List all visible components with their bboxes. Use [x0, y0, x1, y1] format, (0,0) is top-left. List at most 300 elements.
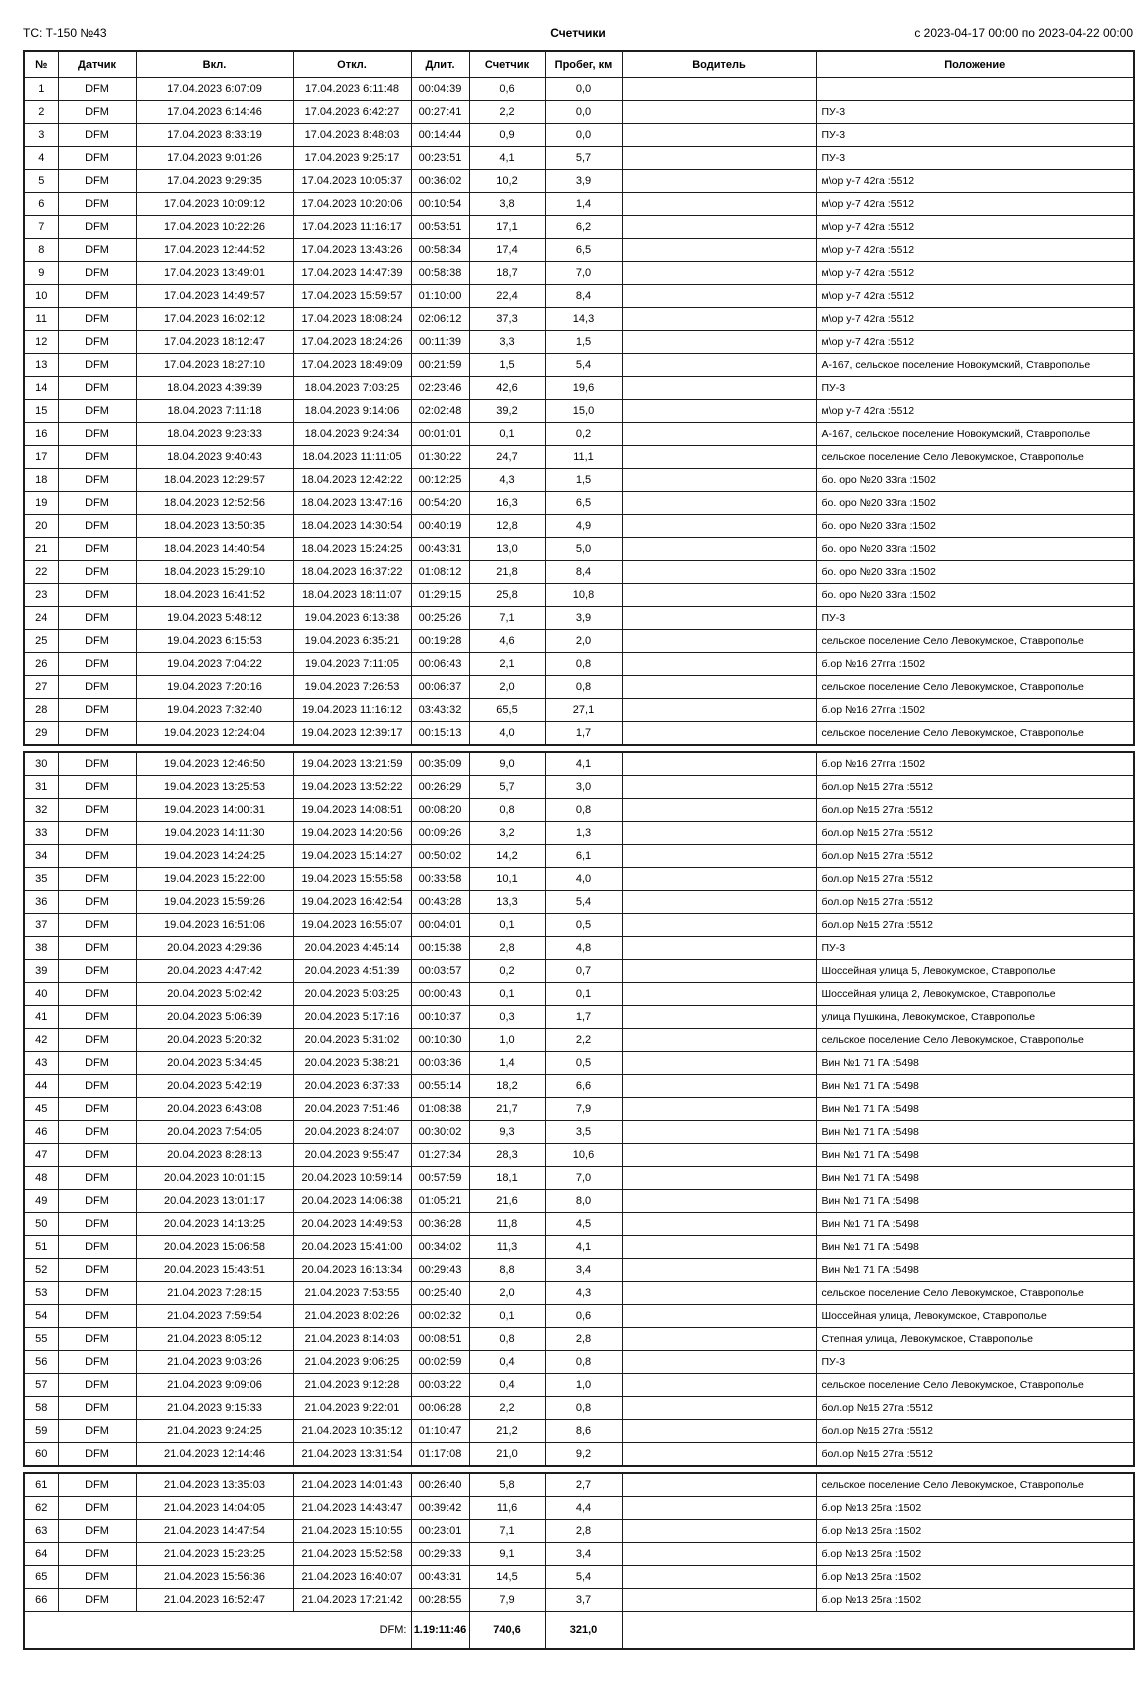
cell-mileage: 0,0	[545, 78, 622, 101]
cell-mileage: 7,0	[545, 262, 622, 285]
cell-duration: 00:43:31	[411, 1566, 469, 1589]
cell-duration: 00:29:43	[411, 1259, 469, 1282]
cell-position: бо. оро №20 33га :1502	[816, 469, 1134, 492]
cell-row-number: 43	[24, 1052, 58, 1075]
cell-counter: 9,3	[469, 1121, 545, 1144]
cell-on-time: 21.04.2023 9:09:06	[136, 1374, 293, 1397]
cell-driver	[622, 776, 816, 799]
cell-mileage: 0,8	[545, 676, 622, 699]
cell-counter: 4,6	[469, 630, 545, 653]
cell-duration: 01:27:34	[411, 1144, 469, 1167]
cell-sensor: DFM	[58, 538, 136, 561]
cell-off-time: 18.04.2023 15:24:25	[293, 538, 411, 561]
table-row	[24, 776, 1134, 799]
cell-mileage: 8,4	[545, 561, 622, 584]
cell-mileage: 0,5	[545, 914, 622, 937]
cell-row-number: 14	[24, 377, 58, 400]
cell-row-number: 26	[24, 653, 58, 676]
cell-mileage: 1,5	[545, 469, 622, 492]
cell-row-number: 53	[24, 1282, 58, 1305]
cell-row-number: 15	[24, 400, 58, 423]
cell-row-number: 52	[24, 1259, 58, 1282]
cell-driver	[622, 285, 816, 308]
cell-on-time: 18.04.2023 9:40:43	[136, 446, 293, 469]
cell-mileage: 15,0	[545, 400, 622, 423]
cell-sensor: DFM	[58, 1075, 136, 1098]
cell-duration: 00:04:39	[411, 78, 469, 101]
cell-on-time: 21.04.2023 15:56:36	[136, 1566, 293, 1589]
cell-position: бол.ор №15 27га :5512	[816, 868, 1134, 891]
cell-driver	[622, 515, 816, 538]
cell-mileage: 8,6	[545, 1420, 622, 1443]
cell-driver	[622, 1543, 816, 1566]
table-row	[24, 1589, 1134, 1612]
cell-duration: 00:50:02	[411, 845, 469, 868]
cell-mileage: 0,5	[545, 1052, 622, 1075]
cell-sensor: DFM	[58, 1167, 136, 1190]
cell-on-time: 20.04.2023 4:47:42	[136, 960, 293, 983]
cell-off-time: 17.04.2023 10:05:37	[293, 170, 411, 193]
cell-row-number: 12	[24, 331, 58, 354]
table-row	[24, 331, 1134, 354]
cell-on-time: 20.04.2023 10:01:15	[136, 1167, 293, 1190]
cell-off-time: 18.04.2023 9:14:06	[293, 400, 411, 423]
cell-counter: 3,3	[469, 331, 545, 354]
cell-on-time: 19.04.2023 15:59:26	[136, 891, 293, 914]
cell-off-time: 21.04.2023 9:06:25	[293, 1351, 411, 1374]
cell-off-time: 19.04.2023 6:13:38	[293, 607, 411, 630]
cell-duration: 01:10:47	[411, 1420, 469, 1443]
cell-position: м\ор у-7 42га :5512	[816, 262, 1134, 285]
cell-driver	[622, 752, 816, 776]
cell-duration: 00:08:51	[411, 1328, 469, 1351]
cell-driver	[622, 1351, 816, 1374]
cell-counter: 2,0	[469, 676, 545, 699]
cell-off-time: 20.04.2023 5:31:02	[293, 1029, 411, 1052]
table-row	[24, 607, 1134, 630]
cell-driver	[622, 914, 816, 937]
cell-sensor: DFM	[58, 584, 136, 607]
cell-duration: 00:14:44	[411, 124, 469, 147]
cell-off-time: 18.04.2023 12:42:22	[293, 469, 411, 492]
cell-off-time: 20.04.2023 5:17:16	[293, 1006, 411, 1029]
cell-sensor: DFM	[58, 1443, 136, 1467]
cell-sensor: DFM	[58, 891, 136, 914]
cell-row-number: 48	[24, 1167, 58, 1190]
cell-row-number: 34	[24, 845, 58, 868]
col-header-driver: Водитель	[622, 51, 816, 78]
cell-mileage: 0,8	[545, 1351, 622, 1374]
cell-off-time: 19.04.2023 15:14:27	[293, 845, 411, 868]
cell-row-number: 49	[24, 1190, 58, 1213]
cell-duration: 00:39:42	[411, 1497, 469, 1520]
cell-row-number: 62	[24, 1497, 58, 1520]
cell-sensor: DFM	[58, 1259, 136, 1282]
cell-row-number: 42	[24, 1029, 58, 1052]
table-row	[24, 78, 1134, 101]
cell-counter: 14,2	[469, 845, 545, 868]
cell-counter: 65,5	[469, 699, 545, 722]
cell-counter: 5,8	[469, 1473, 545, 1497]
cell-driver	[622, 1328, 816, 1351]
cell-counter: 0,6	[469, 78, 545, 101]
cell-counter: 7,1	[469, 607, 545, 630]
cell-counter: 11,3	[469, 1236, 545, 1259]
cell-on-time: 19.04.2023 7:04:22	[136, 653, 293, 676]
cell-mileage: 6,1	[545, 845, 622, 868]
cell-position: сельское поселение Село Левокумское, Ставрополье	[816, 676, 1134, 699]
cell-position: м\ор у-7 42га :5512	[816, 400, 1134, 423]
cell-counter: 2,8	[469, 937, 545, 960]
cell-off-time: 19.04.2023 12:39:17	[293, 722, 411, 746]
cell-position: б.ор №16 27гга :1502	[816, 752, 1134, 776]
cell-row-number: 38	[24, 937, 58, 960]
table-row	[24, 868, 1134, 891]
cell-off-time: 21.04.2023 15:10:55	[293, 1520, 411, 1543]
cell-sensor: DFM	[58, 101, 136, 124]
cell-on-time: 20.04.2023 7:54:05	[136, 1121, 293, 1144]
cell-mileage: 4,5	[545, 1213, 622, 1236]
cell-driver	[622, 1075, 816, 1098]
table-row	[24, 891, 1134, 914]
cell-off-time: 20.04.2023 8:24:07	[293, 1121, 411, 1144]
table-row	[24, 1497, 1134, 1520]
cell-mileage: 10,6	[545, 1144, 622, 1167]
totals-counter: 740,6	[469, 1612, 545, 1650]
cell-sensor: DFM	[58, 1520, 136, 1543]
cell-duration: 00:02:59	[411, 1351, 469, 1374]
cell-on-time: 17.04.2023 12:44:52	[136, 239, 293, 262]
table-row	[24, 446, 1134, 469]
cell-mileage: 4,0	[545, 868, 622, 891]
col-header-mileage: Пробег, км	[545, 51, 622, 78]
cell-position: Вин №1 71 ГА :5498	[816, 1098, 1134, 1121]
cell-position: бол.ор №15 27га :5512	[816, 891, 1134, 914]
cell-counter: 37,3	[469, 308, 545, 331]
cell-mileage: 3,7	[545, 1589, 622, 1612]
cell-counter: 9,1	[469, 1543, 545, 1566]
cell-mileage: 1,4	[545, 193, 622, 216]
cell-off-time: 17.04.2023 13:43:26	[293, 239, 411, 262]
cell-mileage: 2,8	[545, 1328, 622, 1351]
cell-position: м\ор у-7 42га :5512	[816, 216, 1134, 239]
cell-driver	[622, 446, 816, 469]
cell-mileage: 0,7	[545, 960, 622, 983]
cell-sensor: DFM	[58, 239, 136, 262]
cell-mileage: 4,1	[545, 1236, 622, 1259]
cell-sensor: DFM	[58, 1566, 136, 1589]
table-row	[24, 799, 1134, 822]
cell-on-time: 20.04.2023 5:42:19	[136, 1075, 293, 1098]
cell-on-time: 17.04.2023 10:22:26	[136, 216, 293, 239]
cell-sensor: DFM	[58, 1282, 136, 1305]
cell-mileage: 8,0	[545, 1190, 622, 1213]
cell-driver	[622, 377, 816, 400]
cell-row-number: 17	[24, 446, 58, 469]
cell-sensor: DFM	[58, 1213, 136, 1236]
cell-row-number: 32	[24, 799, 58, 822]
cell-row-number: 65	[24, 1566, 58, 1589]
cell-row-number: 58	[24, 1397, 58, 1420]
cell-counter: 21,0	[469, 1443, 545, 1467]
cell-driver	[622, 799, 816, 822]
cell-duration: 00:29:33	[411, 1543, 469, 1566]
cell-position: сельское поселение Село Левокумское, Ставрополье	[816, 1473, 1134, 1497]
cell-off-time: 17.04.2023 8:48:03	[293, 124, 411, 147]
cell-duration: 00:25:40	[411, 1282, 469, 1305]
cell-duration: 00:12:25	[411, 469, 469, 492]
cell-mileage: 3,5	[545, 1121, 622, 1144]
cell-mileage: 4,3	[545, 1282, 622, 1305]
cell-on-time: 17.04.2023 9:01:26	[136, 147, 293, 170]
cell-mileage: 1,7	[545, 1006, 622, 1029]
cell-row-number: 9	[24, 262, 58, 285]
cell-counter: 1,5	[469, 354, 545, 377]
cell-sensor: DFM	[58, 822, 136, 845]
cell-on-time: 21.04.2023 7:28:15	[136, 1282, 293, 1305]
cell-sensor: DFM	[58, 400, 136, 423]
cell-position: сельское поселение Село Левокумское, Ставрополье	[816, 722, 1134, 746]
cell-on-time: 18.04.2023 13:50:35	[136, 515, 293, 538]
cell-duration: 00:23:01	[411, 1520, 469, 1543]
table-row	[24, 561, 1134, 584]
cell-position: бол.ор №15 27га :5512	[816, 776, 1134, 799]
cell-counter: 28,3	[469, 1144, 545, 1167]
cell-on-time: 17.04.2023 18:27:10	[136, 354, 293, 377]
cell-duration: 00:23:51	[411, 147, 469, 170]
cell-sensor: DFM	[58, 1543, 136, 1566]
cell-row-number: 50	[24, 1213, 58, 1236]
cell-duration: 01:29:15	[411, 584, 469, 607]
cell-duration: 01:08:38	[411, 1098, 469, 1121]
col-header-on: Вкл.	[136, 51, 293, 78]
cell-position: ПУ-3	[816, 377, 1134, 400]
cell-sensor: DFM	[58, 423, 136, 446]
cell-driver	[622, 216, 816, 239]
cell-duration: 01:10:00	[411, 285, 469, 308]
cell-sensor: DFM	[58, 868, 136, 891]
cell-duration: 00:55:14	[411, 1075, 469, 1098]
cell-row-number: 44	[24, 1075, 58, 1098]
cell-row-number: 2	[24, 101, 58, 124]
cell-sensor: DFM	[58, 699, 136, 722]
table-row	[24, 1144, 1134, 1167]
cell-duration: 00:36:28	[411, 1213, 469, 1236]
col-header-sensor: Датчик	[58, 51, 136, 78]
cell-position: б.ор №16 27гга :1502	[816, 699, 1134, 722]
cell-driver	[622, 124, 816, 147]
cell-mileage: 0,1	[545, 983, 622, 1006]
table-row	[24, 101, 1134, 124]
cell-duration: 03:43:32	[411, 699, 469, 722]
cell-sensor: DFM	[58, 1052, 136, 1075]
cell-driver	[622, 78, 816, 101]
cell-row-number: 25	[24, 630, 58, 653]
cell-off-time: 21.04.2023 7:53:55	[293, 1282, 411, 1305]
table-row	[24, 1443, 1134, 1467]
cell-driver	[622, 1397, 816, 1420]
totals-row	[24, 1612, 1134, 1650]
cell-off-time: 18.04.2023 9:24:34	[293, 423, 411, 446]
cell-counter: 18,1	[469, 1167, 545, 1190]
cell-row-number: 35	[24, 868, 58, 891]
cell-off-time: 18.04.2023 13:47:16	[293, 492, 411, 515]
cell-on-time: 19.04.2023 12:46:50	[136, 752, 293, 776]
table-row	[24, 1098, 1134, 1121]
cell-on-time: 19.04.2023 7:32:40	[136, 699, 293, 722]
cell-sensor: DFM	[58, 937, 136, 960]
cell-sensor: DFM	[58, 1473, 136, 1497]
cell-on-time: 21.04.2023 7:59:54	[136, 1305, 293, 1328]
cell-off-time: 17.04.2023 9:25:17	[293, 147, 411, 170]
cell-on-time: 19.04.2023 6:15:53	[136, 630, 293, 653]
cell-off-time: 19.04.2023 16:55:07	[293, 914, 411, 937]
cell-sensor: DFM	[58, 446, 136, 469]
cell-sensor: DFM	[58, 1397, 136, 1420]
cell-duration: 00:10:30	[411, 1029, 469, 1052]
cell-sensor: DFM	[58, 676, 136, 699]
cell-on-time: 20.04.2023 5:20:32	[136, 1029, 293, 1052]
table-row	[24, 1121, 1134, 1144]
cell-mileage: 3,9	[545, 170, 622, 193]
cell-sensor: DFM	[58, 515, 136, 538]
cell-on-time: 21.04.2023 8:05:12	[136, 1328, 293, 1351]
cell-counter: 0,4	[469, 1374, 545, 1397]
cell-off-time: 19.04.2023 14:08:51	[293, 799, 411, 822]
cell-position: б.ор №13 25га :1502	[816, 1543, 1134, 1566]
cell-position: м\ор у-7 42га :5512	[816, 193, 1134, 216]
cell-counter: 11,8	[469, 1213, 545, 1236]
cell-position: сельское поселение Село Левокумское, Ставрополье	[816, 630, 1134, 653]
table-row	[24, 822, 1134, 845]
cell-driver	[622, 1443, 816, 1467]
cell-off-time: 17.04.2023 6:42:27	[293, 101, 411, 124]
table-row	[24, 937, 1134, 960]
cell-row-number: 46	[24, 1121, 58, 1144]
cell-on-time: 18.04.2023 16:41:52	[136, 584, 293, 607]
cell-on-time: 20.04.2023 13:01:17	[136, 1190, 293, 1213]
cell-counter: 39,2	[469, 400, 545, 423]
cell-mileage: 1,3	[545, 822, 622, 845]
cell-counter: 2,1	[469, 653, 545, 676]
cell-driver	[622, 653, 816, 676]
cell-counter: 10,1	[469, 868, 545, 891]
cell-on-time: 20.04.2023 5:02:42	[136, 983, 293, 1006]
cell-mileage: 5,4	[545, 891, 622, 914]
cell-duration: 00:06:43	[411, 653, 469, 676]
cell-counter: 1,4	[469, 1052, 545, 1075]
cell-on-time: 20.04.2023 5:06:39	[136, 1006, 293, 1029]
cell-off-time: 19.04.2023 16:42:54	[293, 891, 411, 914]
table-row	[24, 1075, 1134, 1098]
cell-counter: 0,4	[469, 1351, 545, 1374]
cell-sensor: DFM	[58, 1121, 136, 1144]
cell-mileage: 4,9	[545, 515, 622, 538]
cell-duration: 00:15:38	[411, 937, 469, 960]
cell-duration: 02:02:48	[411, 400, 469, 423]
cell-on-time: 19.04.2023 12:24:04	[136, 722, 293, 746]
table-header-row	[24, 51, 1134, 78]
cell-position: бо. оро №20 33га :1502	[816, 584, 1134, 607]
counters-table-section-2	[23, 751, 1135, 1467]
cell-on-time: 18.04.2023 12:52:56	[136, 492, 293, 515]
table-row	[24, 1282, 1134, 1305]
cell-off-time: 20.04.2023 4:51:39	[293, 960, 411, 983]
cell-driver	[622, 193, 816, 216]
cell-sensor: DFM	[58, 1144, 136, 1167]
cell-position: Вин №1 71 ГА :5498	[816, 1167, 1134, 1190]
cell-duration: 00:33:58	[411, 868, 469, 891]
table-row	[24, 1029, 1134, 1052]
cell-counter: 2,0	[469, 1282, 545, 1305]
cell-mileage: 2,7	[545, 1473, 622, 1497]
cell-row-number: 22	[24, 561, 58, 584]
table-row	[24, 262, 1134, 285]
cell-counter: 42,6	[469, 377, 545, 400]
table-row	[24, 1351, 1134, 1374]
cell-duration: 00:58:38	[411, 262, 469, 285]
cell-mileage: 3,9	[545, 607, 622, 630]
cell-on-time: 17.04.2023 18:12:47	[136, 331, 293, 354]
cell-off-time: 19.04.2023 14:20:56	[293, 822, 411, 845]
table-row	[24, 308, 1134, 331]
cell-position: бол.ор №15 27га :5512	[816, 1443, 1134, 1467]
cell-sensor: DFM	[58, 960, 136, 983]
cell-off-time: 17.04.2023 18:49:09	[293, 354, 411, 377]
cell-driver	[622, 1029, 816, 1052]
cell-driver	[622, 331, 816, 354]
cell-driver	[622, 1520, 816, 1543]
cell-sensor: DFM	[58, 216, 136, 239]
cell-position: Вин №1 71 ГА :5498	[816, 1236, 1134, 1259]
cell-sensor: DFM	[58, 124, 136, 147]
cell-position: б.ор №16 27гга :1502	[816, 653, 1134, 676]
cell-driver	[622, 584, 816, 607]
cell-driver	[622, 960, 816, 983]
cell-off-time: 21.04.2023 17:21:42	[293, 1589, 411, 1612]
cell-driver	[622, 822, 816, 845]
cell-duration: 02:23:46	[411, 377, 469, 400]
table-row	[24, 1543, 1134, 1566]
cell-counter: 13,0	[469, 538, 545, 561]
cell-duration: 00:11:39	[411, 331, 469, 354]
table-row	[24, 515, 1134, 538]
cell-row-number: 63	[24, 1520, 58, 1543]
totals-label: DFM:	[24, 1612, 411, 1650]
cell-position: Вин №1 71 ГА :5498	[816, 1144, 1134, 1167]
cell-mileage: 0,8	[545, 1397, 622, 1420]
cell-duration: 00:03:22	[411, 1374, 469, 1397]
cell-mileage: 4,1	[545, 752, 622, 776]
cell-mileage: 0,8	[545, 799, 622, 822]
col-header-counter: Счетчик	[469, 51, 545, 78]
cell-row-number: 6	[24, 193, 58, 216]
cell-on-time: 21.04.2023 9:15:33	[136, 1397, 293, 1420]
col-header-off: Откл.	[293, 51, 411, 78]
cell-duration: 00:25:26	[411, 607, 469, 630]
cell-on-time: 20.04.2023 4:29:36	[136, 937, 293, 960]
cell-sensor: DFM	[58, 607, 136, 630]
cell-sensor: DFM	[58, 170, 136, 193]
cell-driver	[622, 1497, 816, 1520]
cell-driver	[622, 1236, 816, 1259]
cell-mileage: 2,8	[545, 1520, 622, 1543]
cell-off-time: 17.04.2023 18:08:24	[293, 308, 411, 331]
table-row	[24, 1006, 1134, 1029]
cell-row-number: 21	[24, 538, 58, 561]
cell-driver	[622, 845, 816, 868]
cell-on-time: 21.04.2023 9:03:26	[136, 1351, 293, 1374]
